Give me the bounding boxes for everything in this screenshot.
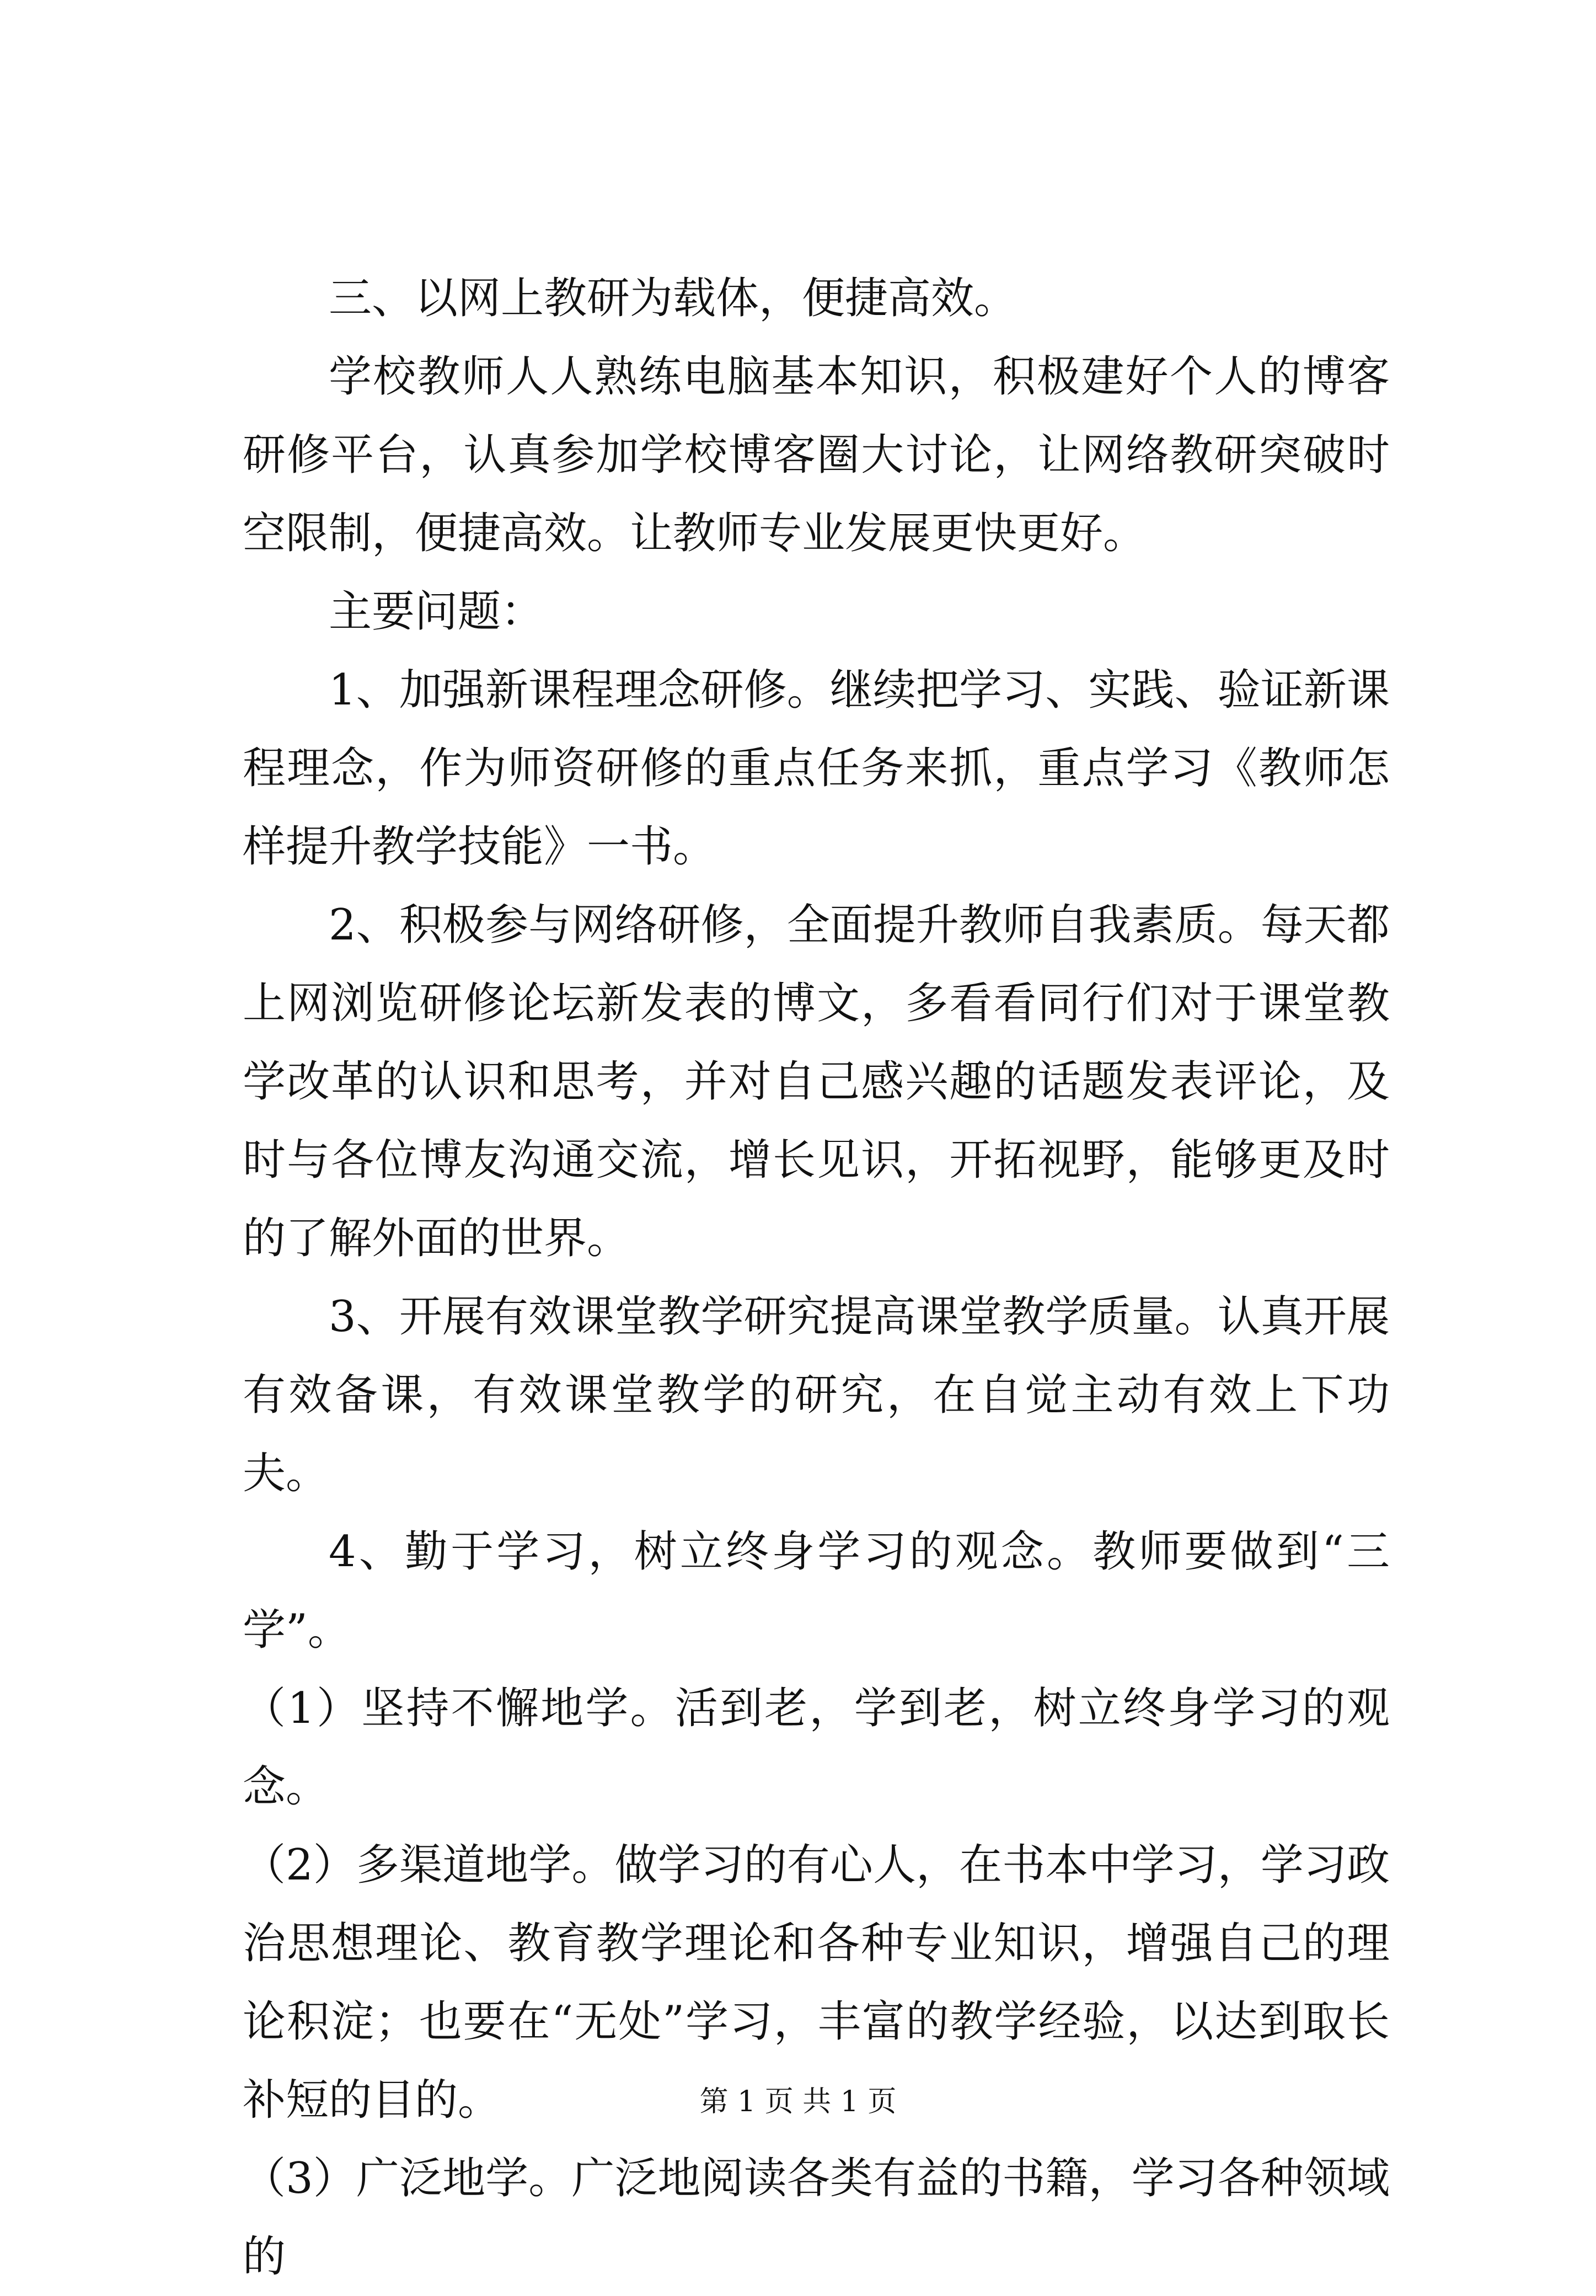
paragraph-subitem-3: （3）广泛地学。广泛地阅读各类有益的书籍，学习各种领域的 xyxy=(243,2154,1390,2282)
paragraph-item-1: 1、加强新课程理念研修。继续把学习、实践、验证新课程理念，作为师资研修的重点任务来抓，重点学习《教师怎样提升教学技能》一书。 xyxy=(243,665,1390,872)
section-heading: 三、以网上教研为载体，便捷高效。 xyxy=(329,274,1017,323)
paragraph-intro: 学校教师人人熟练电脑基本知识，积极建好个人的博客研修平台，认真参加学校博客圈大讨论，让网络教研突破时空限制，便捷高效。让教师专业发展更快更好。 xyxy=(243,352,1390,558)
document-body xyxy=(243,259,1390,2296)
paragraph-item-2: 2、积极参与网络研修，全面提升教师自我素质。每天都上网浏览研修论坛新发表的博文，多看看同行们对于课堂教学改革的认识和思考，并对自己感兴趣的话题发表评论，及时与各位博友沟通交流，增长见识，开拓视野，能够更及时的了解外面的世界。 xyxy=(243,900,1390,1263)
paragraph-item-4: 4、勤于学习，树立终身学习的观念。教师要做到“三学”。 xyxy=(243,1527,1390,1655)
page-footer: 第 1 页 共 1 页 xyxy=(699,2085,897,2118)
paragraph-subitem-2: （2）多渠道地学。做学习的有心人，在书本中学习，学习政治思想理论、教育教学理论和各种专业知识，增强自己的理论积淀；也要在“无处”学习，丰富的教学经验，以达到取长补短的目的。 xyxy=(243,1840,1390,2125)
paragraph-subitem-1: （1）坚持不懈地学。活到老，学到老，树立终身学习的观念。 xyxy=(243,1684,1390,1812)
paragraph-item-3: 3、开展有效课堂教学研究提高课堂教学质量。认真开展有效备课，有效课堂教学的研究，在自觉主动有效上下功夫。 xyxy=(243,1292,1390,1498)
subheading-main-problems: 主要问题： xyxy=(329,587,544,637)
